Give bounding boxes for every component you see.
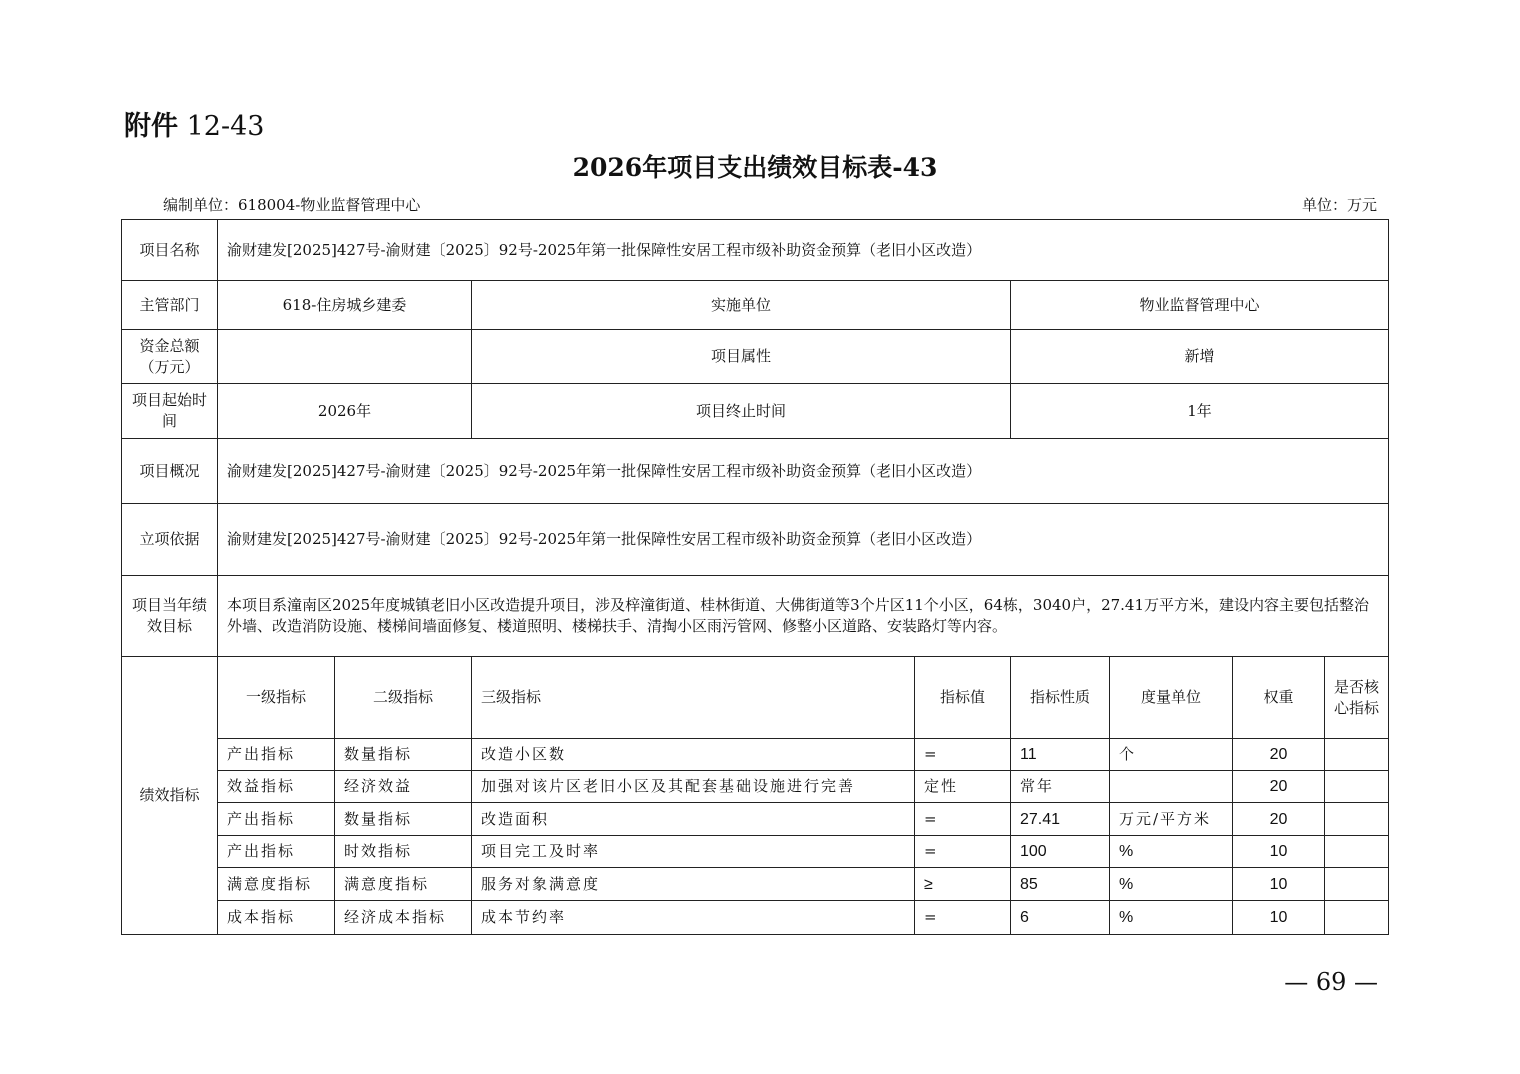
indicator-l1: 产出指标	[218, 836, 335, 868]
label-attr: 项目属性	[472, 330, 1011, 384]
indicator-l1: 满意度指标	[218, 868, 335, 901]
value-basis: 渝财建发[2025]427号-渝财建〔2025〕92号-2025年第一批保障性安居工程市级补助资金预算（老旧小区改造）	[218, 504, 1389, 576]
indicator-weight: 20	[1233, 739, 1325, 771]
indicator-op: =	[915, 803, 1011, 836]
indicator-unit: %	[1110, 836, 1233, 868]
indicator-weight: 20	[1233, 803, 1325, 836]
value-fund	[218, 330, 472, 384]
value-dept: 618-住房城乡建委	[218, 281, 472, 330]
indicator-row	[122, 868, 1389, 901]
indicator-weight: 20	[1233, 771, 1325, 803]
row-project-name	[122, 220, 1389, 281]
indicator-unit: %	[1110, 868, 1233, 901]
indicator-op: =	[915, 739, 1011, 771]
header-unit: 度量单位	[1110, 657, 1233, 739]
value-project-name: 渝财建发[2025]427号-渝财建〔2025〕92号-2025年第一批保障性安居工程市级补助资金预算（老旧小区改造）	[218, 220, 1389, 281]
indicator-core	[1325, 836, 1389, 868]
indicator-l3: 项目完工及时率	[472, 836, 915, 868]
attachment-label	[124, 104, 264, 143]
page-number: — 69 —	[1284, 968, 1378, 996]
header-nature: 指标性质	[1011, 657, 1110, 739]
indicator-core	[1325, 901, 1389, 935]
header-l2: 二级指标	[335, 657, 472, 739]
header-l1: 一级指标	[218, 657, 335, 739]
indicator-value: 100	[1011, 836, 1110, 868]
page-title: 2026年项目支出绩效目标表-43	[572, 153, 938, 182]
indicator-value: 11	[1011, 739, 1110, 771]
indicator-unit: %	[1110, 901, 1233, 935]
indicator-op: =	[915, 836, 1011, 868]
indicator-core	[1325, 739, 1389, 771]
row-time	[122, 384, 1389, 439]
indicator-l3: 加强对该片区老旧小区及其配套基础设施进行完善	[472, 771, 915, 803]
indicator-core	[1325, 771, 1389, 803]
indicator-l1: 成本指标	[218, 901, 335, 935]
indicator-row	[122, 771, 1389, 803]
value-start: 2026年	[218, 384, 472, 439]
header-l3: 三级指标	[472, 657, 915, 739]
indicator-l1: 产出指标	[218, 803, 335, 836]
indicator-header-row	[122, 657, 1389, 739]
row-goal	[122, 576, 1389, 657]
indicator-l2: 数量指标	[335, 803, 472, 836]
header-value: 指标值	[915, 657, 1011, 739]
indicator-unit: 万元/平方米	[1110, 803, 1233, 836]
label-end: 项目终止时间	[472, 384, 1011, 439]
value-goal: 本项目系潼南区2025年度城镇老旧小区改造提升项目，涉及梓潼街道、桂林街道、大佛街道等3个片区11个小区，64栋，3040户，27.41万平方米，建设内容主要包括整治外墙、改造消防设施、楼梯间墙面修复、楼道照明、楼梯扶手、清掏小区雨污管网、修整小区道路、安装路灯等内容。	[218, 576, 1389, 657]
indicator-value: 27.41	[1011, 803, 1110, 836]
header-core: 是否核心指标	[1325, 657, 1389, 739]
indicator-unit: 个	[1110, 739, 1233, 771]
indicator-weight: 10	[1233, 836, 1325, 868]
value-impl: 物业监督管理中心	[1011, 281, 1389, 330]
org-unit: 编制单位：618004-物业监督管理中心	[163, 196, 421, 214]
attachment-number: 12-43	[186, 111, 265, 142]
indicator-l3: 改造小区数	[472, 739, 915, 771]
label-basis: 立项依据	[122, 504, 218, 576]
indicator-l2: 经济效益	[335, 771, 472, 803]
header-weight: 权重	[1233, 657, 1325, 739]
indicator-op: =	[915, 901, 1011, 935]
indicator-weight: 10	[1233, 868, 1325, 901]
label-indicators: 绩效指标	[122, 657, 218, 935]
indicator-value: 常年	[1011, 771, 1110, 803]
indicator-core	[1325, 803, 1389, 836]
performance-table	[121, 219, 1389, 935]
row-dept	[122, 281, 1389, 330]
indicator-value: 85	[1011, 868, 1110, 901]
label-project-name: 项目名称	[122, 220, 218, 281]
label-start: 项目起始时间	[122, 384, 218, 439]
value-overview: 渝财建发[2025]427号-渝财建〔2025〕92号-2025年第一批保障性安居工程市级补助资金预算（老旧小区改造）	[218, 439, 1389, 504]
indicator-unit	[1110, 771, 1233, 803]
label-dept: 主管部门	[122, 281, 218, 330]
money-unit: 单位：万元	[1301, 196, 1377, 214]
indicator-l2: 时效指标	[335, 836, 472, 868]
indicator-op: 定性	[915, 771, 1011, 803]
indicator-l2: 经济成本指标	[335, 901, 472, 935]
indicator-weight: 10	[1233, 901, 1325, 935]
attachment-prefix: 附件	[124, 111, 178, 142]
indicator-op: ≥	[915, 868, 1011, 901]
indicator-l3: 改造面积	[472, 803, 915, 836]
indicator-core	[1325, 868, 1389, 901]
value-end: 1年	[1011, 384, 1389, 439]
value-attr: 新增	[1011, 330, 1389, 384]
label-goal: 项目当年绩效目标	[122, 576, 218, 657]
indicator-l2: 满意度指标	[335, 868, 472, 901]
row-basis	[122, 504, 1389, 576]
indicator-l3: 服务对象满意度	[472, 868, 915, 901]
indicator-row	[122, 739, 1389, 771]
row-overview	[122, 439, 1389, 504]
indicator-l3: 成本节约率	[472, 901, 915, 935]
indicator-l2: 数量指标	[335, 739, 472, 771]
indicator-value: 6	[1011, 901, 1110, 935]
row-fund	[122, 330, 1389, 384]
indicator-row	[122, 803, 1389, 836]
label-fund: 资金总额（万元）	[122, 330, 218, 384]
indicator-l1: 产出指标	[218, 739, 335, 771]
label-impl: 实施单位	[472, 281, 1011, 330]
indicator-l1: 效益指标	[218, 771, 335, 803]
label-overview: 项目概况	[122, 439, 218, 504]
indicator-row	[122, 901, 1389, 935]
indicator-row	[122, 836, 1389, 868]
